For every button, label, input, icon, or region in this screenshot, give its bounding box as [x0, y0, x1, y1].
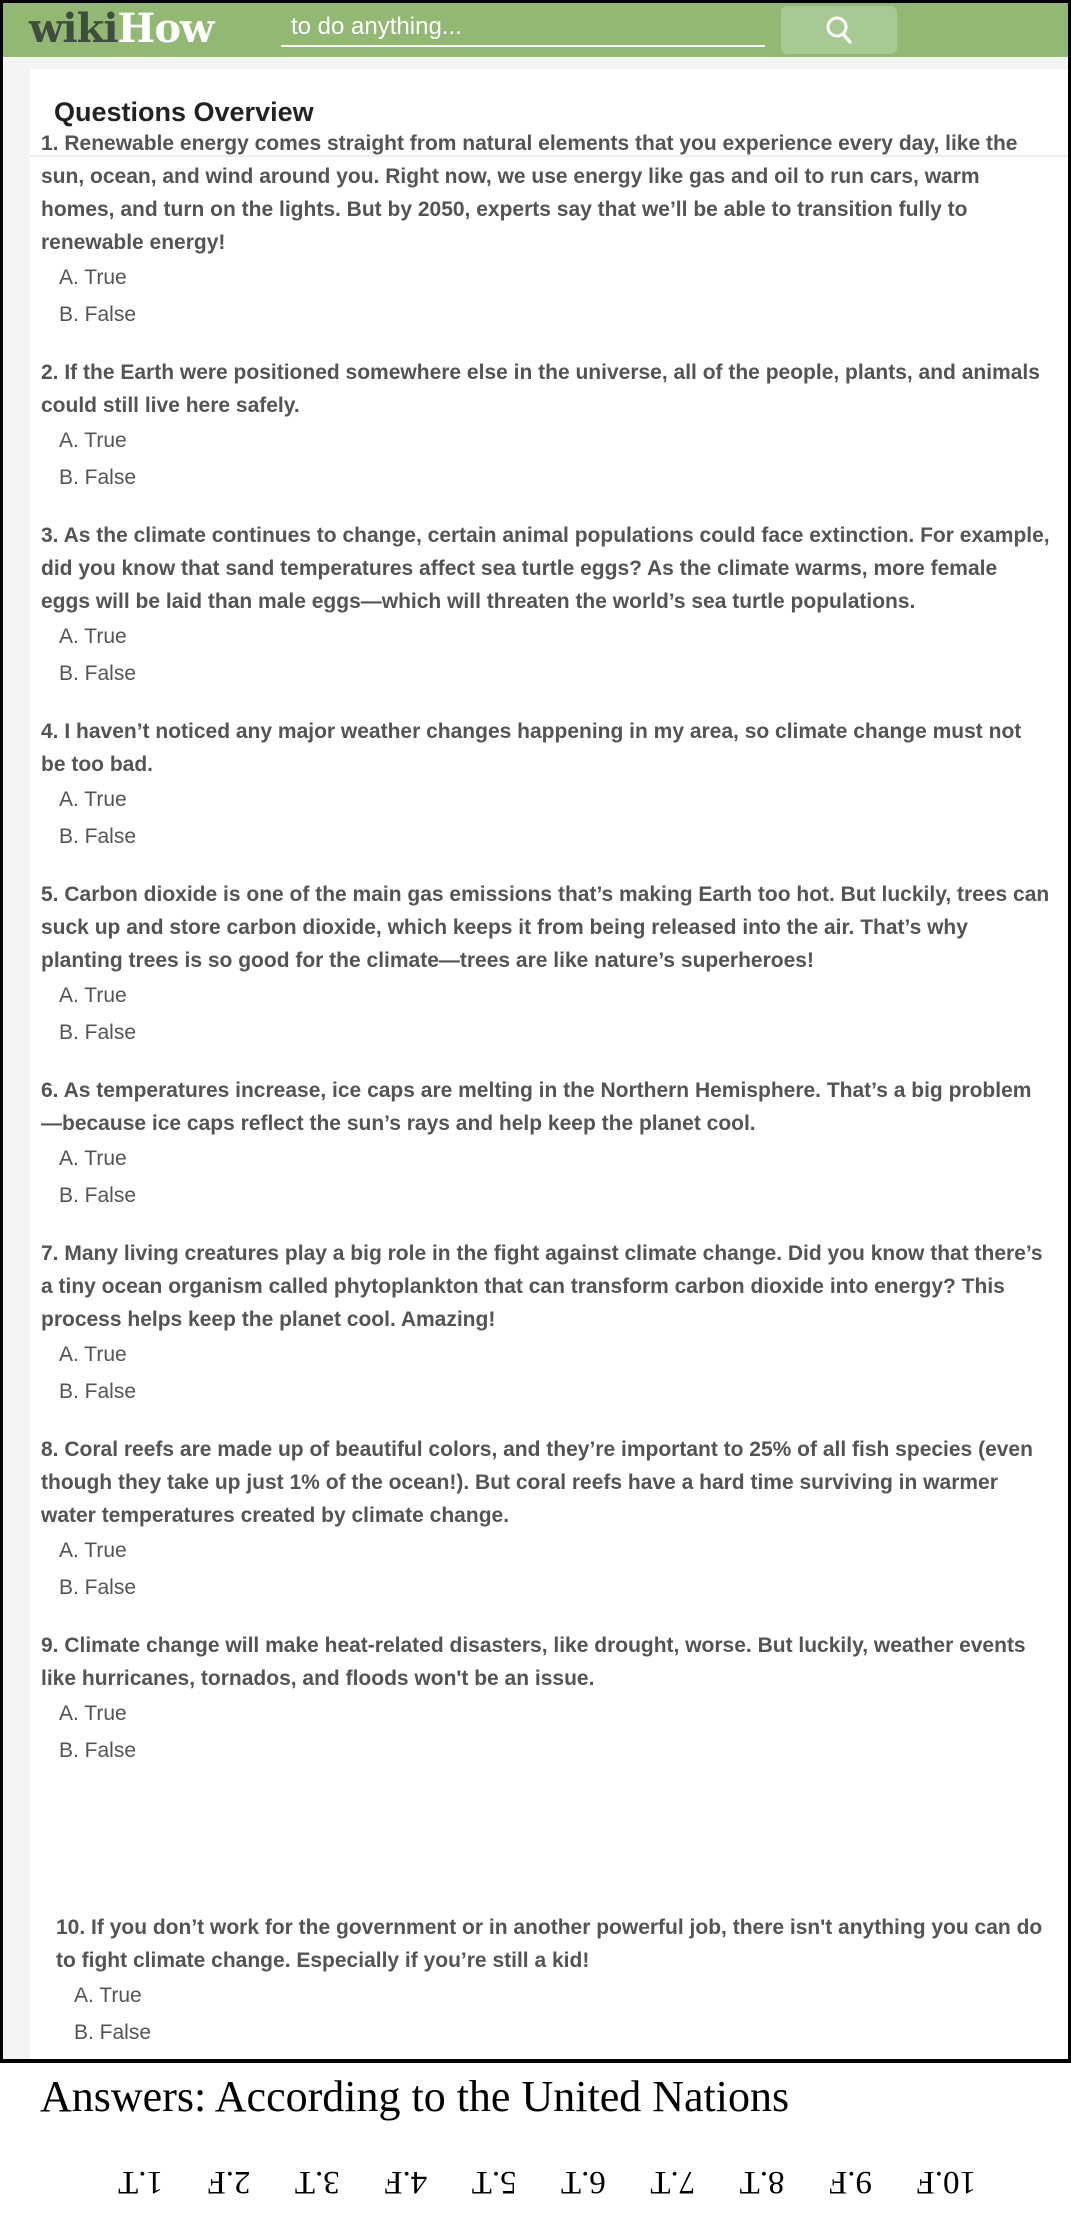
answer-item: 6.T — [560, 2164, 606, 2200]
page-title: Questions Overview — [54, 97, 314, 127]
option-true[interactable]: A. True — [59, 1702, 127, 1725]
logo-how-text: How — [117, 5, 214, 52]
option-false[interactable]: B. False — [59, 825, 137, 848]
search-button[interactable] — [781, 6, 897, 54]
questions-list — [41, 127, 1051, 1792]
answer-item: 1.T — [118, 2164, 163, 2200]
question-8 — [41, 1433, 1051, 1606]
option-false[interactable]: B. False — [59, 466, 137, 489]
question-4 — [41, 715, 1051, 855]
answers-heading: Answers: According to the United Nations — [40, 2072, 790, 2121]
question-5 — [41, 878, 1051, 1051]
answer-item: 10.F — [916, 2164, 976, 2200]
option-false[interactable]: B. False — [74, 2021, 152, 2044]
logo-wiki-text: wiki — [29, 5, 118, 52]
question-text: 9. Climate change will make heat-related disasters, like drought, worse. But luckily, weather events like hurricanes, tornados, and floods won't be an issue. — [41, 1634, 1026, 1690]
question-10 — [56, 1911, 1056, 2051]
option-true[interactable]: A. True — [59, 429, 127, 452]
answer-item: 2.F — [207, 2164, 251, 2200]
question-3 — [41, 519, 1051, 692]
option-false[interactable]: B. False — [59, 303, 137, 326]
question-text: 7. Many living creatures play a big role in the fight against climate change. Did you know that there’s a tiny ocean organism called phytoplankton that can transform carbon dioxide into energy? This process helps keep the planet cool. Amazing! — [41, 1242, 1043, 1331]
question-text: 5. Carbon dioxide is one of the main gas emissions that’s making Earth too hot. But luckily, trees can suck up and store carbon dioxide, which keeps it from being released into the air. That’s why planting trees is so good for the climate—trees are like nature’s superheroes! — [41, 883, 1050, 972]
answer-item: 7.T — [650, 2164, 696, 2200]
top-navigation-bar — [3, 3, 1068, 57]
option-false[interactable]: B. False — [59, 1184, 137, 1207]
question-text: 6. As temperatures increase, ice caps are melting in the Northern Hemisphere. That’s a big problem—because ice caps reflect the sun’s rays and help keep the planet cool. — [41, 1079, 1032, 1135]
option-false[interactable]: B. False — [59, 1739, 137, 1762]
question-text: 1. Renewable energy comes straight from natural elements that you experience every day, like the sun, ocean, and wind around you. Right now, we use energy like gas and oil to run cars, warm homes, and turn on the lights. But by 2050, experts say that we’ll be able to transition fully to renewable energy! — [41, 132, 1018, 254]
option-true[interactable]: A. True — [59, 1147, 127, 1170]
answer-item: 3.T — [294, 2164, 340, 2200]
answer-item: 5.T — [471, 2164, 517, 2200]
question-text: 8. Coral reefs are made up of beautiful colors, and they’re important to 25% of all fish species (even though they take up just 1% of the ocean!). But coral reefs have a hard time surviving in warmer water temperatures created by climate change. — [41, 1438, 1033, 1527]
wikihow-logo[interactable] — [29, 7, 213, 51]
answer-item: 9.F — [828, 2164, 872, 2200]
option-true[interactable]: A. True — [59, 266, 127, 289]
question-text: 4. I haven’t noticed any major weather changes happening in my area, so climate change must not be too bad. — [41, 720, 1022, 776]
question-text: 3. As the climate continues to change, certain animal populations could face extinction. For example, did you know that sand temperatures affect sea turtle eggs? As the climate warms, more female eggs will be laid than male eggs—which will threaten the world’s sea turtle populations. — [41, 524, 1050, 613]
question-text: 2. If the Earth were positioned somewhere else in the universe, all of the people, plants, and animals could still live here safely. — [41, 361, 1040, 417]
answer-key-upside-down — [118, 2162, 976, 2202]
question-1 — [41, 127, 1051, 333]
search-icon — [825, 15, 853, 45]
search-input[interactable] — [281, 9, 765, 47]
question-text: 10. If you don’t work for the government or in another powerful job, there isn't anything you can do to fight climate change. Especially if you’re still a kid! — [56, 1916, 1043, 1972]
answer-item: 4.F — [384, 2164, 428, 2200]
option-true[interactable]: A. True — [59, 1343, 127, 1366]
question-6 — [41, 1074, 1051, 1214]
question-9 — [41, 1629, 1051, 1769]
option-true[interactable]: A. True — [74, 1984, 142, 2007]
option-true[interactable]: A. True — [59, 984, 127, 1007]
answer-item: 8.T — [739, 2164, 785, 2200]
option-false[interactable]: B. False — [59, 662, 137, 685]
option-false[interactable]: B. False — [59, 1576, 137, 1599]
option-true[interactable]: A. True — [59, 1539, 127, 1562]
question-2 — [41, 356, 1051, 496]
question-7 — [41, 1237, 1051, 1410]
option-false[interactable]: B. False — [59, 1021, 137, 1044]
option-false[interactable]: B. False — [59, 1380, 137, 1403]
option-true[interactable]: A. True — [59, 625, 127, 648]
option-true[interactable]: A. True — [59, 788, 127, 811]
